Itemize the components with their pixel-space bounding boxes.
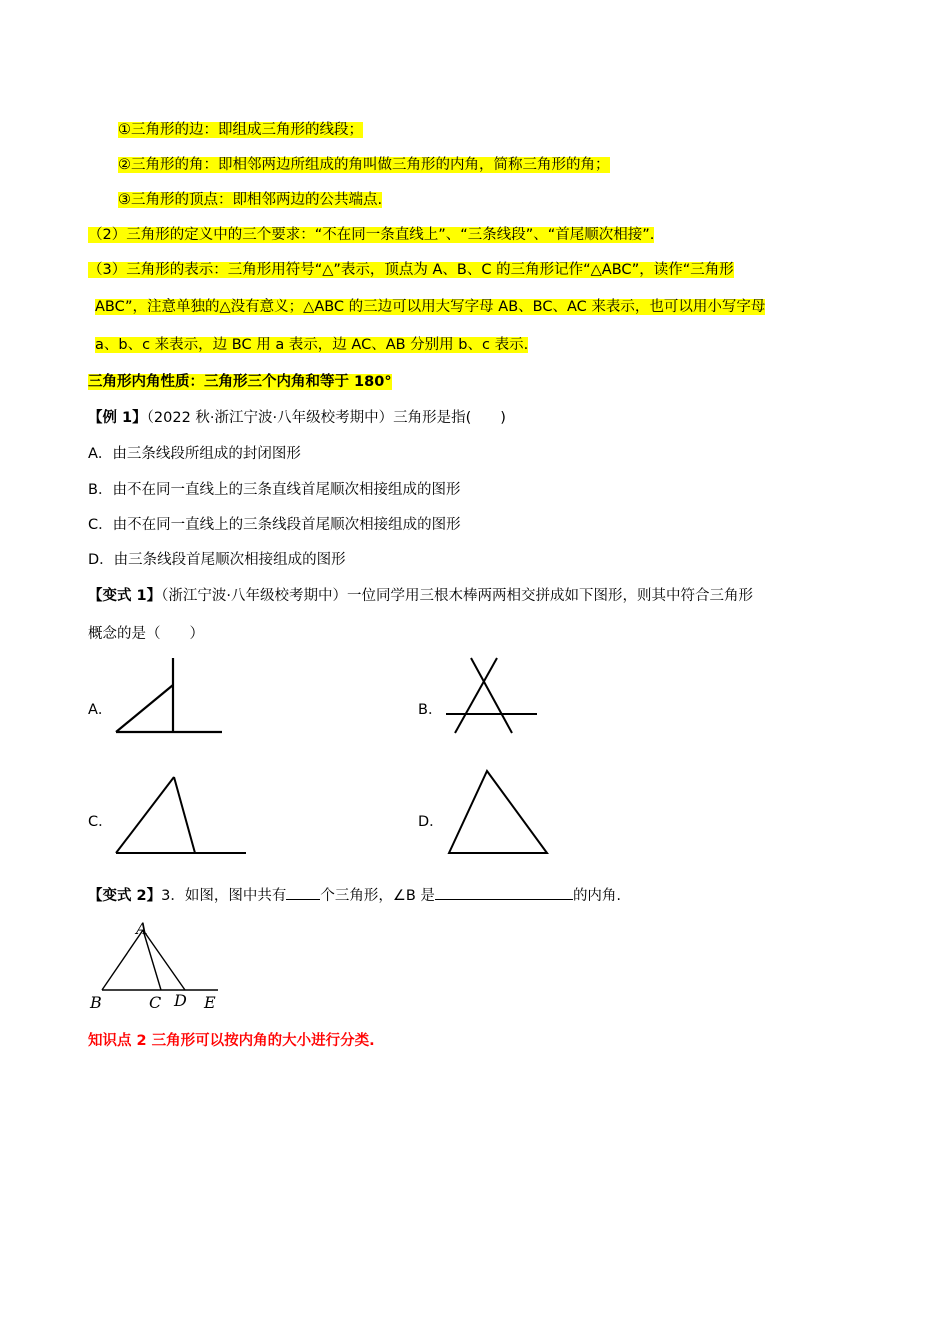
segment-ac	[143, 930, 161, 990]
variant-1-tag: 【变式 1】	[88, 588, 162, 604]
figure-b	[440, 655, 545, 740]
figure-c-label: C．	[88, 814, 113, 830]
example-1-question-text: （2022 秋·浙江宁波·八年级校考期中）三角形是指( )	[146, 410, 506, 426]
figure-c	[110, 770, 252, 860]
example-1-option-c: C．由不在同一直线上的三条线段首尾顺次相接组成的图形	[88, 517, 461, 533]
triangle-count-blank[interactable]	[286, 885, 320, 900]
figure-a	[110, 655, 230, 740]
segment-ad	[143, 930, 185, 990]
figure-d-label: D．	[418, 814, 444, 830]
note-2-text: （2）三角形的定义中的三个要求：“不在同一条直线上”、“三条线段”、“首尾顺次相接”.	[88, 227, 655, 243]
example-1-question	[88, 408, 506, 428]
note-3-line-1	[88, 260, 734, 280]
variant-2-figure	[88, 918, 228, 1013]
angle-sum-property	[88, 372, 392, 392]
figure-c-right-side	[174, 777, 195, 853]
vertex-d-label: D	[174, 991, 187, 1010]
angle-sum-property-text: 三角形内角性质：三角形三个内角和等于 180°	[88, 374, 392, 390]
definition-item-3	[118, 190, 382, 210]
variant-2-tag: 【变式 2】	[88, 888, 162, 904]
vertex-c-label: C	[149, 993, 162, 1012]
figure-d-triangle	[449, 771, 547, 853]
definition-item-1-text: ①三角形的边：即组成三角形的线段；	[118, 122, 363, 138]
note-3-line-3-text: a、b、c 来表示，边 BC 用 a 表示，边 AC、AB 分别用 b、c 表示.	[95, 337, 529, 353]
figure-d	[440, 765, 555, 860]
variant-1-question-line-1	[88, 586, 753, 606]
angle-b-blank[interactable]	[435, 885, 573, 900]
figure-a-slanted-line	[116, 685, 173, 732]
knowledge-point-2: 知识点 2 三角形可以按内角的大小进行分类.	[88, 1033, 375, 1049]
variant-2-middle: 个三角形，∠B 是	[320, 888, 435, 904]
variant-2-prefix: 3．如图，图中共有	[161, 888, 287, 904]
definition-item-3-text: ③三角形的顶点：即相邻两边的公共端点.	[118, 192, 383, 208]
vertex-a-label: A	[136, 919, 148, 938]
variant-1-question-text: （浙江宁波·八年级校考期中）一位同学用三根木棒两两相交拼成如下图形，则其中符合三角形	[161, 588, 753, 604]
note-3-line-3	[95, 335, 528, 355]
example-1-option-d: D．由三条线段首尾顺次相接组成的图形	[88, 552, 346, 568]
definition-item-1	[118, 120, 363, 140]
segment-ab	[102, 930, 143, 990]
variant-2-question	[88, 885, 621, 906]
variant-2-suffix: 的内角.	[572, 888, 622, 904]
example-1-tag: 【例 1】	[88, 410, 147, 426]
example-1-option-a: A．由三条线段所组成的封闭图形	[88, 446, 301, 462]
vertex-e-label: E	[204, 993, 216, 1012]
figure-a-label: A．	[88, 702, 113, 718]
vertex-b-label: B	[90, 993, 102, 1012]
note-3-line-1-text: （3）三角形的表示：三角形用符号“△”表示，顶点为 A、B、C 的三角形记作“△ABC”，读作“三角形	[88, 262, 734, 278]
definition-item-2	[118, 155, 610, 175]
note-3-line-2	[95, 297, 765, 317]
figure-c-left-side	[116, 777, 174, 853]
variant-1-question-line-2: 概念的是（ ）	[88, 626, 204, 642]
figure-b-label: B．	[418, 702, 443, 718]
note-3-line-2-text: ABC”，注意单独的△没有意义；△ABC 的三边可以用大写字母 AB、BC、AC 来表示，也可以用小写字母	[95, 299, 766, 315]
note-2	[88, 225, 654, 245]
example-1-option-b: B．由不在同一直线上的三条直线首尾顺次相接组成的图形	[88, 482, 461, 498]
definition-item-2-text: ②三角形的角：即相邻两边所组成的角叫做三角形的内角，简称三角形的角；	[118, 157, 610, 173]
